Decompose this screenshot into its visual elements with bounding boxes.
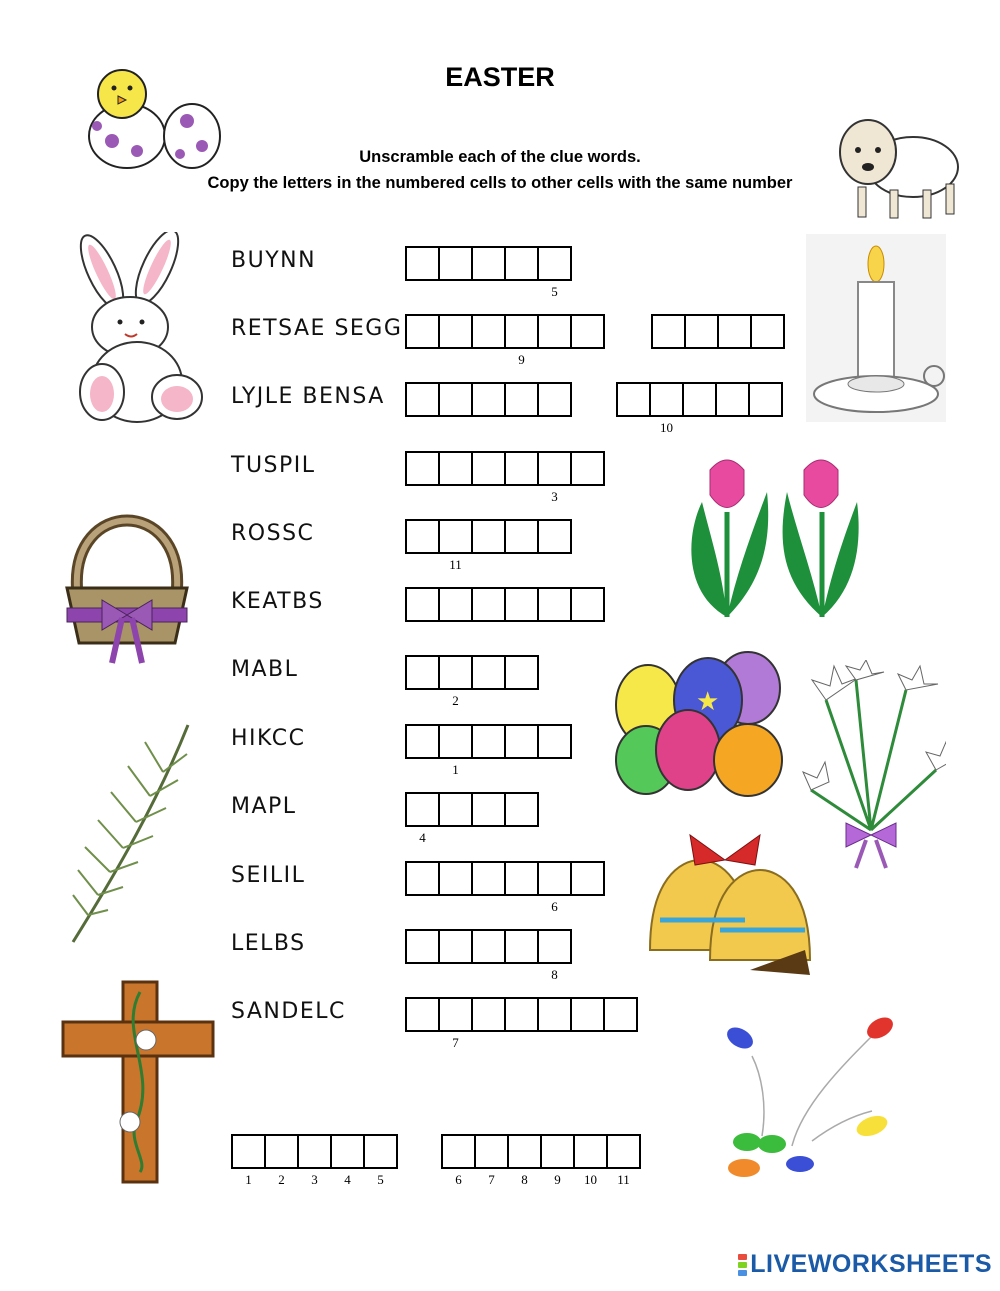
letter-cell bbox=[504, 792, 539, 827]
cell-number: 3 bbox=[551, 489, 558, 504]
letter-input[interactable] bbox=[473, 453, 504, 484]
letter-input[interactable] bbox=[506, 726, 537, 757]
letter-cell bbox=[504, 655, 539, 690]
cell-number: 6 bbox=[455, 1172, 462, 1187]
letter-input[interactable] bbox=[509, 1136, 540, 1167]
clue-9-group-0 bbox=[405, 861, 605, 914]
letter-cell bbox=[438, 861, 473, 896]
letter-input[interactable] bbox=[365, 1136, 396, 1167]
letter-cell bbox=[651, 314, 686, 349]
clue-word: TUSPIL bbox=[231, 453, 316, 478]
letter-input[interactable] bbox=[407, 589, 438, 620]
letter-input[interactable] bbox=[686, 316, 717, 347]
letter-cell bbox=[438, 587, 473, 622]
clue-word: MAPL bbox=[231, 794, 297, 819]
letter-input[interactable] bbox=[608, 1136, 639, 1167]
clue-2-group-0 bbox=[405, 382, 572, 417]
jelly-beans-icon bbox=[722, 1016, 897, 1181]
cell-number: 2 bbox=[452, 693, 459, 708]
letter-input[interactable] bbox=[473, 931, 504, 962]
letter-input[interactable] bbox=[539, 521, 570, 552]
letter-input[interactable] bbox=[572, 589, 603, 620]
letter-input[interactable] bbox=[473, 999, 504, 1030]
letter-input[interactable] bbox=[407, 316, 438, 347]
letter-cell bbox=[363, 1134, 398, 1187]
letter-input[interactable] bbox=[539, 931, 570, 962]
cell-number: 5 bbox=[377, 1172, 384, 1187]
letter-cell bbox=[264, 1134, 299, 1187]
easter-eggs-icon bbox=[608, 650, 788, 798]
clue-word: KEATBS bbox=[231, 589, 324, 614]
letter-input[interactable] bbox=[539, 316, 570, 347]
letter-cell bbox=[405, 997, 440, 1032]
letter-input[interactable] bbox=[299, 1136, 330, 1167]
letter-cell bbox=[471, 997, 506, 1032]
letter-cell bbox=[537, 519, 572, 554]
svg-text:★: ★ bbox=[696, 687, 720, 717]
letter-cell bbox=[504, 997, 539, 1032]
letter-cell bbox=[405, 246, 440, 281]
clue-word: ROSSC bbox=[231, 521, 315, 546]
letter-input[interactable] bbox=[684, 384, 715, 415]
cell-number: 9 bbox=[554, 1172, 561, 1187]
letter-input[interactable] bbox=[572, 999, 603, 1030]
letter-cell bbox=[471, 861, 506, 896]
clue-1-group-0 bbox=[405, 314, 605, 367]
letter-input[interactable] bbox=[440, 589, 471, 620]
letter-input[interactable] bbox=[473, 794, 504, 825]
letter-input[interactable] bbox=[506, 999, 537, 1030]
letter-cell bbox=[537, 451, 572, 504]
cell-number: 4 bbox=[419, 830, 426, 845]
letter-cell bbox=[537, 587, 572, 622]
letter-input[interactable] bbox=[506, 863, 537, 894]
letter-cell bbox=[537, 382, 572, 417]
cell-number: 5 bbox=[551, 284, 558, 299]
basket-icon bbox=[62, 478, 192, 673]
letter-cell bbox=[504, 861, 539, 896]
letter-cell bbox=[471, 724, 506, 759]
letter-cell bbox=[438, 246, 473, 281]
letter-cell bbox=[570, 861, 605, 896]
letter-cell bbox=[231, 1134, 266, 1187]
letter-input[interactable] bbox=[440, 316, 471, 347]
letter-input[interactable] bbox=[440, 521, 471, 552]
chick-in-egg-icon bbox=[82, 66, 222, 171]
letter-input[interactable] bbox=[473, 384, 504, 415]
cell-number: 1 bbox=[245, 1172, 252, 1187]
letter-input[interactable] bbox=[473, 657, 504, 688]
letter-input[interactable] bbox=[719, 316, 750, 347]
letter-cell bbox=[405, 792, 440, 845]
letter-input[interactable] bbox=[473, 248, 504, 279]
letter-input[interactable] bbox=[605, 999, 636, 1030]
letter-input[interactable] bbox=[407, 794, 438, 825]
letter-cell bbox=[438, 792, 473, 827]
letter-input[interactable] bbox=[572, 453, 603, 484]
letter-input[interactable] bbox=[750, 384, 781, 415]
letter-input[interactable] bbox=[539, 589, 570, 620]
answer-group-0 bbox=[231, 1134, 398, 1187]
letter-cell bbox=[504, 587, 539, 622]
letter-input[interactable] bbox=[506, 657, 537, 688]
letter-input[interactable] bbox=[440, 931, 471, 962]
letter-input[interactable] bbox=[440, 248, 471, 279]
logo-mark-icon bbox=[738, 1253, 747, 1277]
letter-input[interactable] bbox=[572, 863, 603, 894]
cell-number: 7 bbox=[452, 1035, 459, 1050]
letter-input[interactable] bbox=[506, 384, 537, 415]
letter-cell bbox=[405, 382, 440, 417]
letter-cell bbox=[750, 314, 785, 349]
letter-cell bbox=[649, 382, 684, 435]
letter-cell bbox=[616, 382, 651, 417]
clue-11-group-0 bbox=[405, 997, 638, 1050]
cell-number: 11 bbox=[617, 1172, 630, 1187]
letter-input[interactable] bbox=[407, 863, 438, 894]
cell-number: 2 bbox=[278, 1172, 285, 1187]
letter-input[interactable] bbox=[506, 521, 537, 552]
letter-input[interactable] bbox=[473, 726, 504, 757]
answer-group-1 bbox=[441, 1134, 641, 1187]
letter-cell bbox=[405, 587, 440, 622]
letter-input[interactable] bbox=[332, 1136, 363, 1167]
letter-input[interactable] bbox=[266, 1136, 297, 1167]
cell-number: 8 bbox=[551, 967, 558, 982]
letter-cell bbox=[438, 382, 473, 417]
letter-cell bbox=[603, 997, 638, 1032]
letter-input[interactable] bbox=[539, 999, 570, 1030]
letter-cell bbox=[570, 587, 605, 622]
letter-cell bbox=[715, 382, 750, 417]
letter-cell bbox=[405, 519, 440, 554]
letter-cell bbox=[537, 929, 572, 982]
letter-input[interactable] bbox=[539, 384, 570, 415]
cell-number: 6 bbox=[551, 899, 558, 914]
letter-input[interactable] bbox=[407, 657, 438, 688]
letter-input[interactable] bbox=[407, 999, 438, 1030]
candle-icon bbox=[806, 234, 946, 422]
letter-cell bbox=[438, 929, 473, 964]
letter-input[interactable] bbox=[539, 248, 570, 279]
clue-word: RETSAE SEGG bbox=[231, 316, 403, 341]
letter-cell bbox=[474, 1134, 509, 1187]
letter-cell bbox=[570, 451, 605, 486]
letter-input[interactable] bbox=[506, 248, 537, 279]
clue-8-group-0 bbox=[405, 792, 539, 845]
letter-input[interactable] bbox=[440, 863, 471, 894]
letter-input[interactable] bbox=[572, 316, 603, 347]
instruction-line-1: Unscramble each of the clue words. bbox=[359, 148, 641, 166]
letter-input[interactable] bbox=[506, 316, 537, 347]
tulips-icon bbox=[682, 452, 867, 622]
letter-cell bbox=[504, 724, 539, 759]
letter-input[interactable] bbox=[233, 1136, 264, 1167]
palm-leaf-icon bbox=[68, 720, 196, 945]
letter-cell bbox=[504, 382, 539, 417]
letter-cell bbox=[405, 724, 440, 759]
letter-cell bbox=[748, 382, 783, 417]
letter-cell bbox=[570, 314, 605, 349]
letter-cell bbox=[405, 861, 440, 896]
letter-cell bbox=[537, 861, 572, 914]
letter-input[interactable] bbox=[440, 384, 471, 415]
letter-cell bbox=[537, 724, 572, 759]
letter-cell bbox=[606, 1134, 641, 1187]
letter-cell bbox=[405, 929, 440, 964]
letter-input[interactable] bbox=[407, 248, 438, 279]
clue-3-group-0 bbox=[405, 451, 605, 504]
letter-cell bbox=[405, 451, 440, 486]
letter-cell bbox=[441, 1134, 476, 1187]
clue-word: HIKCC bbox=[231, 726, 306, 751]
clue-word: MABL bbox=[231, 657, 299, 682]
letter-cell bbox=[504, 519, 539, 554]
letter-input[interactable] bbox=[752, 316, 783, 347]
letter-input[interactable] bbox=[575, 1136, 606, 1167]
letter-cell bbox=[537, 314, 572, 349]
letter-cell bbox=[471, 314, 506, 349]
letter-input[interactable] bbox=[653, 316, 684, 347]
letter-cell bbox=[573, 1134, 608, 1187]
letter-cell bbox=[507, 1134, 542, 1187]
letter-cell bbox=[504, 246, 539, 281]
letter-cell bbox=[540, 1134, 575, 1187]
letter-cell bbox=[438, 451, 473, 486]
clue-1-group-1 bbox=[651, 314, 785, 349]
letter-cell bbox=[471, 792, 506, 827]
cell-number: 11 bbox=[449, 557, 462, 572]
letter-input[interactable] bbox=[473, 589, 504, 620]
letter-cell bbox=[471, 246, 506, 281]
letter-input[interactable] bbox=[440, 794, 471, 825]
letter-cell bbox=[471, 451, 506, 486]
letter-cell bbox=[537, 246, 572, 299]
letter-cell bbox=[438, 314, 473, 349]
clue-7-group-0 bbox=[405, 724, 572, 777]
letter-input[interactable] bbox=[539, 863, 570, 894]
letter-input[interactable] bbox=[407, 453, 438, 484]
letter-input[interactable] bbox=[506, 589, 537, 620]
letter-input[interactable] bbox=[473, 316, 504, 347]
cell-number: 4 bbox=[344, 1172, 351, 1187]
clue-5-group-0 bbox=[405, 587, 605, 622]
letter-input[interactable] bbox=[443, 1136, 474, 1167]
letter-input[interactable] bbox=[506, 931, 537, 962]
letter-input[interactable] bbox=[506, 794, 537, 825]
page-title: EASTER bbox=[445, 62, 555, 92]
clue-0-group-0 bbox=[405, 246, 572, 299]
letter-input[interactable] bbox=[473, 863, 504, 894]
letter-cell bbox=[405, 655, 440, 690]
letter-cell bbox=[471, 519, 506, 554]
letter-input[interactable] bbox=[407, 931, 438, 962]
letter-cell bbox=[471, 655, 506, 690]
brand-name: LIVEWORKSHEETS bbox=[750, 1250, 992, 1278]
letter-input[interactable] bbox=[651, 384, 682, 415]
letter-cell bbox=[330, 1134, 365, 1187]
letter-input[interactable] bbox=[440, 657, 471, 688]
cell-number: 7 bbox=[488, 1172, 495, 1187]
letter-input[interactable] bbox=[542, 1136, 573, 1167]
letter-cell bbox=[438, 519, 473, 572]
letter-cell bbox=[471, 382, 506, 417]
cross-icon bbox=[58, 972, 218, 1184]
clue-word: SANDELC bbox=[231, 999, 346, 1024]
cell-number: 10 bbox=[660, 420, 673, 435]
brand-logo bbox=[738, 1250, 992, 1279]
bells-icon bbox=[630, 820, 820, 980]
letter-input[interactable] bbox=[407, 521, 438, 552]
lamb-icon bbox=[828, 112, 963, 227]
clue-10-group-0 bbox=[405, 929, 572, 982]
letter-cell bbox=[717, 314, 752, 349]
cell-number: 1 bbox=[452, 762, 459, 777]
letter-cell bbox=[471, 587, 506, 622]
letter-cell bbox=[471, 929, 506, 964]
letter-input[interactable] bbox=[407, 384, 438, 415]
letter-input[interactable] bbox=[440, 453, 471, 484]
letter-input[interactable] bbox=[539, 453, 570, 484]
letter-cell bbox=[438, 724, 473, 777]
letter-cell bbox=[405, 314, 440, 349]
bunny-icon bbox=[62, 232, 212, 427]
clue-4-group-0 bbox=[405, 519, 572, 572]
letter-input[interactable] bbox=[473, 521, 504, 552]
letter-input[interactable] bbox=[407, 726, 438, 757]
letter-cell bbox=[682, 382, 717, 417]
letter-input[interactable] bbox=[506, 453, 537, 484]
clue-6-group-0 bbox=[405, 655, 539, 708]
letter-input[interactable] bbox=[476, 1136, 507, 1167]
letter-cell bbox=[504, 451, 539, 486]
instruction-line-2: Copy the letters in the numbered cells to other cells with the same number bbox=[207, 174, 793, 192]
letter-cell bbox=[297, 1134, 332, 1187]
letter-cell bbox=[537, 997, 572, 1032]
letter-input[interactable] bbox=[618, 384, 649, 415]
letter-cell bbox=[438, 655, 473, 708]
cell-number: 3 bbox=[311, 1172, 318, 1187]
cell-number: 9 bbox=[518, 352, 525, 367]
letter-input[interactable] bbox=[440, 726, 471, 757]
letter-cell bbox=[504, 929, 539, 964]
clue-word: BUYNN bbox=[231, 248, 317, 273]
letter-input[interactable] bbox=[717, 384, 748, 415]
letter-input[interactable] bbox=[440, 999, 471, 1030]
clue-word: LELBS bbox=[231, 931, 306, 956]
cell-number: 10 bbox=[584, 1172, 597, 1187]
clue-word: LYJLE BENSA bbox=[231, 384, 385, 409]
letter-cell bbox=[684, 314, 719, 349]
letter-cell bbox=[570, 997, 605, 1032]
letter-input[interactable] bbox=[539, 726, 570, 757]
clue-word: SEILIL bbox=[231, 863, 306, 888]
cell-number: 8 bbox=[521, 1172, 528, 1187]
clue-2-group-1 bbox=[616, 382, 783, 435]
letter-cell bbox=[504, 314, 539, 367]
letter-cell bbox=[438, 997, 473, 1050]
